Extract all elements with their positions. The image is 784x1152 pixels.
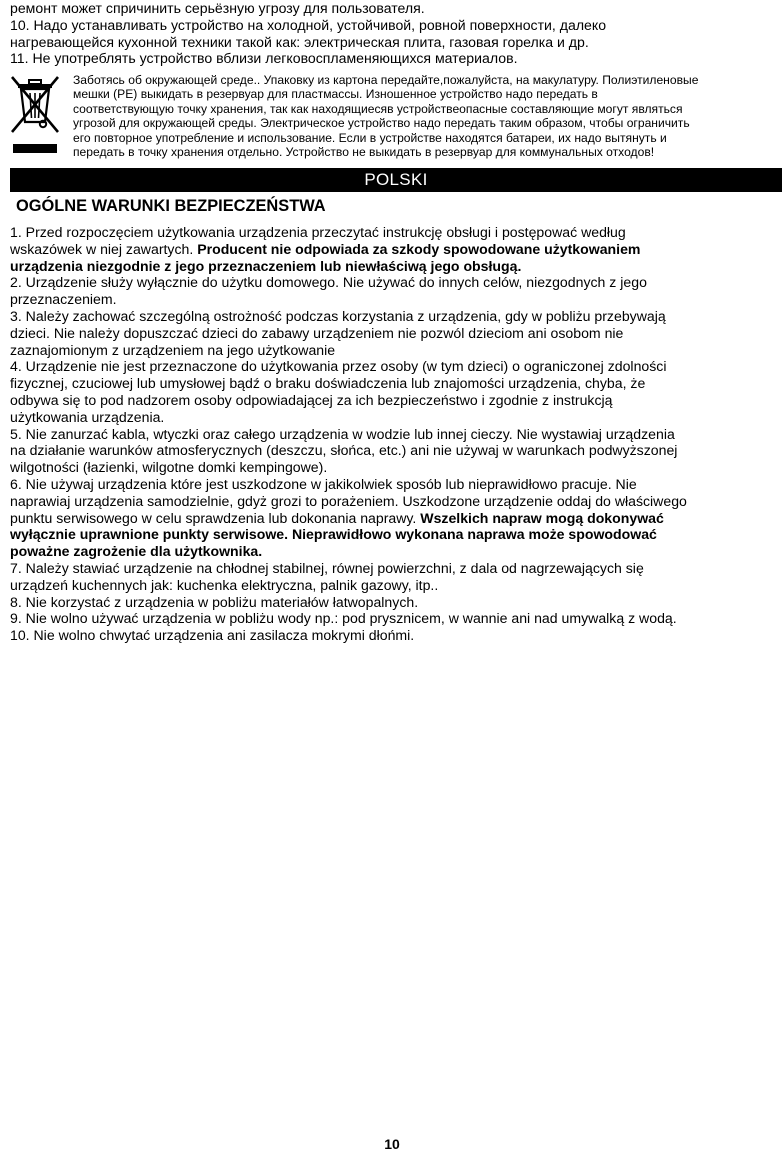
text-line: zaznajomionym z urządzeniem na jego użytkowanie [10, 341, 336, 358]
text-line: 3. Należy zachować szczególną ostrożność podczas korzystania z urządzenia, gdy w pobliżu przebywają [10, 307, 666, 324]
text-line: угрозой для окружающей среды. Электрическое устройство надо передать таким образом, чтобы ограничить [73, 116, 690, 131]
text-span: wskazówek w niej zawartych. [10, 240, 198, 257]
bold-text: wyłącznie uprawnione punkty serwisowe. Nieprawidłowo wykonana naprawa może spowodować [10, 526, 657, 543]
text-line: 11. Не употреблять устройство вблизи легковоспламеняющихся материалов. [10, 50, 518, 67]
text-line: przeznaczeniem. [10, 291, 117, 308]
bold-text: urządzenia niezgodnie z jego przeznaczeniem lub niewłaściwą jego obsługą. [10, 257, 522, 274]
page-number: 10 [384, 1136, 400, 1152]
text-line [10, 510, 782, 527]
bold-text: poważne zagrożenie dla użytkownika. [10, 543, 263, 560]
crossed-out-wheeled-bin-icon [10, 72, 60, 160]
text-line: Заботясь об окружающей среде.. Упаковку из картона передайте,пожалуйста, на макулатуру. Полиэтиленовые [73, 73, 699, 87]
bold-text: Wszelkich napraw mogą dokonywać [420, 509, 664, 526]
text-line: na działanie warunków atmosferycznych (deszczu, słońca, etc.) ani nie używaj w warunkach podwyższonej [10, 442, 678, 459]
text-line: соответствующую точку хранения, так как находящиесяв устройствеопасные составляющие могут являться [73, 101, 683, 116]
bold-text: Producent nie odpowiada za szkody spowodowane użytkowaniem [197, 240, 641, 257]
text-line [10, 258, 782, 275]
environment-notice-text [73, 73, 783, 159]
text-line: 7. Należy stawiać urządzenie na chłodnej stabilnej, równej powierzchni, z dala od nagrzewających się [10, 559, 644, 576]
text-span: punktu serwisowego w celu sprawdzenia lub dokonania naprawy. [10, 509, 421, 526]
text-line: 1. Przed rozpoczęciem użytkowania urządzenia przeczytać instrukcję obsługi i postępować według [10, 224, 626, 240]
text-line: передать в точку хранения отдельно. Устройство не выкидать в резервуар для коммунальных отходов! [73, 145, 655, 160]
text-line: 6. Nie używaj urządzenia które jest uszkodzone w jakikolwiek sposób lub nieprawidłowo pracuje. Nie [10, 475, 637, 492]
text-line: 2. Urządzenie służy wyłącznie do użytku domowego. Nie używać do innych celów, niezgodnych z jego [10, 274, 647, 291]
text-line: użytkowania urządzenia. [10, 408, 165, 425]
text-line: ремонт может спричинить серьёзную угрозу для пользователя. [10, 0, 425, 16]
environment-notice [10, 72, 780, 164]
language-section-bar: POLSKI [10, 168, 782, 192]
text-line: 10. Nie wolno chwytać urządzenia ani zasilacza mokrymi dłońmi. [10, 627, 415, 644]
text-line: fizycznej, czuciowej lub umysłowej bądź o braku doświadczenia lub znajomości urządzenia, chyba, że [10, 375, 646, 392]
polish-safety-instructions [10, 224, 782, 644]
text-line: 10. Надо устанавливать устройство на холодной, устойчивой, ровной поверхности, далеко [10, 16, 607, 33]
section-heading: OGÓLNE WARUNKI BEZPIECZEŃSTWA [16, 197, 326, 215]
text-line: 8. Nie korzystać z urządzenia w pobliżu materiałów łatwopalnych. [10, 593, 419, 610]
text-line: naprawiaj urządzenia samodzielnie, gdyż grozi to porażeniem. Uszkodzone urządzenie oddaj do właściwego [10, 492, 687, 509]
russian-safety-continuation [10, 0, 780, 67]
text-line: нагревающейся кухонной техники такой как: электрическая плита, газовая горелка и др. [10, 33, 589, 50]
text-line: odbywa się to pod nadzorem osoby odpowiadającej za ich bezpieczeństwo i zgodnie z instrukcją [10, 391, 613, 408]
text-line [10, 241, 782, 258]
text-line: мешки (PE) выкидать в резервуар для пластмассы. Изношенное устройство надо передать в [73, 87, 598, 102]
text-line: 9. Nie wolno używać urządzenia w pobliżu wody np.: pod prysznicem, w wannie ani nad umywalką z wodą. [10, 610, 677, 627]
text-line [10, 543, 782, 560]
text-line [10, 526, 782, 543]
text-line: urządzeń kuchennych jak: kuchenka elektryczna, palnik gazowy, itp.. [10, 576, 439, 593]
text-line: 5. Nie zanurzać kabla, wtyczki oraz całego urządzenia w wodzie lub innej cieczy. Nie wystawiaj urządzenia [10, 425, 675, 442]
text-line: 4. Urządzenie nie jest przeznaczone do użytkowania przez osoby (w tym dzieci) o ograniczonej zdolności [10, 358, 667, 375]
text-line: его повторное употребление и использование. Если в устройстве находятся батареи, их надо вытянуть и [73, 130, 667, 145]
text-line: dzieci. Nie należy dopuszczać dzieci do zabawy urządzeniem nie pozwól dzieciom ani osobom nie [10, 324, 624, 341]
text-line: wilgotności (łazienki, wilgotne domki kempingowe). [10, 459, 328, 476]
